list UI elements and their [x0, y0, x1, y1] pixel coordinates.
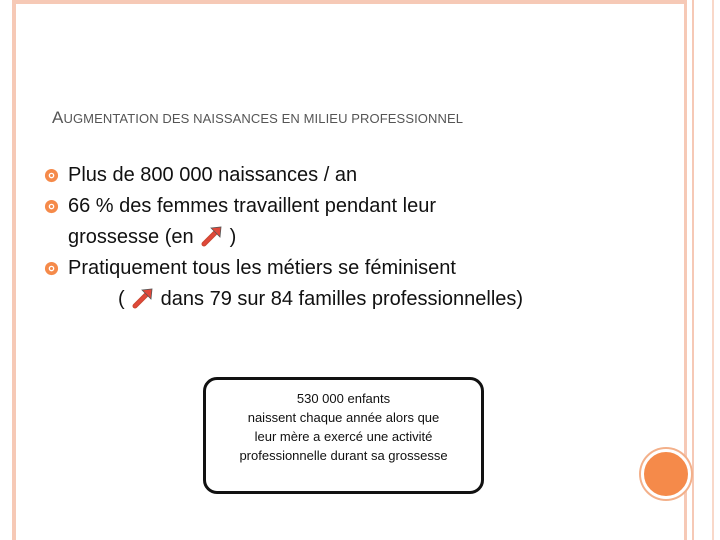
up-right-arrow-icon — [131, 287, 155, 309]
bullet-text-line1: Pratiquement tous les métiers se féminisent — [68, 257, 456, 279]
gear-bullet-icon — [44, 168, 59, 183]
bullet-item-professions — [44, 253, 644, 315]
callout-line-3: leur mère a exercé une activité — [254, 429, 433, 444]
title-rest: UGMENTATION DES NAISSANCES EN MILIEU PROFESSIONNEL — [63, 111, 464, 126]
top-border-line — [12, 0, 687, 4]
bullet-text-line1: 66 % des femmes travaillent pendant leur — [68, 195, 436, 217]
callout-line-4: professionnelle durant sa grossesse — [239, 448, 448, 463]
bullet-text-line2-after: ) — [229, 226, 237, 248]
right-border-line-outer — [712, 0, 714, 540]
slide-title — [52, 108, 463, 128]
callout-box — [203, 377, 484, 494]
callout-line-2: naissent chaque année alors que — [247, 410, 440, 425]
gear-bullet-icon — [44, 199, 59, 214]
bullet-text-line2-before: grossesse (en — [68, 226, 194, 248]
title-first-letter: A — [52, 108, 64, 127]
up-right-arrow-icon — [200, 225, 224, 247]
right-border-line-inner — [692, 0, 694, 540]
bullet-item-births — [44, 160, 644, 191]
decorative-circle — [641, 449, 691, 499]
bullet-item-working-women — [44, 191, 644, 253]
bullet-text-line2-before: ( — [118, 288, 125, 310]
callout-line-1: 530 000 enfants — [296, 391, 391, 406]
bullet-text: Plus de 800 000 naissances / an — [68, 164, 358, 186]
gear-bullet-icon — [44, 261, 59, 276]
bullet-text-line2-after: dans 79 sur 84 familles professionnelles) — [160, 288, 524, 310]
left-border-line — [12, 0, 16, 540]
bullet-list — [44, 160, 644, 315]
